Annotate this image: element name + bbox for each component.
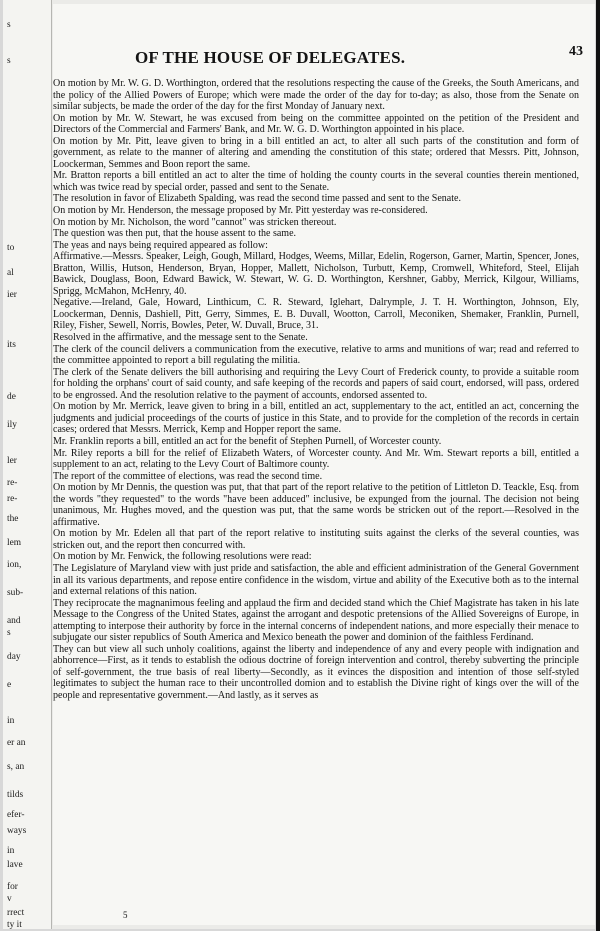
previous-page-fragment: s [7, 628, 11, 638]
previous-page-fragment: its [7, 340, 16, 350]
previous-page-fragment: s [7, 20, 11, 30]
paragraph: The clerk of the council delivers a communication from the executive, relative to arms and munitions of war; read and referred to the committee appointed to report a bill regulating the militia. [53, 343, 579, 367]
previous-page-fragment: efer- [7, 810, 25, 820]
previous-page-fragment: er an [7, 738, 26, 748]
paragraph: On motion by Mr Dennis, the question was put, that that part of the report relative to the petition of Littleton D. Teackle, Esq. from the words "they requested" to the words "have been adduced" inclusive, be expunged from the journal. The decision not being unanimous, Mr. Hughes moved, and the question was put, that the same words be stricken out of the report.—Resolved in the affirmative. [53, 482, 579, 528]
document-page [53, 4, 595, 925]
scanned-document [3, 0, 595, 929]
previous-page-fragment: ty it [7, 920, 22, 929]
page-body [53, 78, 579, 702]
paragraph: Mr. Riley reports a bill for the relief of Elizabeth Waters, of Worcester county. And Mr. Wm. Stewart reports a bill, entitled a supplement to an act, relating to the Levy Court of Baltimore county. [53, 447, 579, 471]
previous-page-fragment: in [7, 846, 15, 856]
previous-page-fragment: e [7, 680, 12, 690]
previous-page-fragment: tilds [7, 790, 24, 800]
previous-page-fragment: day [7, 652, 21, 662]
paragraph: Negative.—Ireland, Gale, Howard, Linthicum, C. R. Steward, Iglehart, Dalrymple, J. T. H. Worthington, Johnson, Ely, Loockerman, Dennis, Dashiell, Pitt, Gerry, Simmes, E. B. Duvall, Wootton, Carroll, Meconiken, Shemaker, Franklin, Purnell, Riley, Fisher, Sewell, Norris, Bowles, Peter, W. Duvall, Bruce, 31. [53, 297, 579, 332]
paragraph: On motion by Mr. Fenwick, the following resolutions were read: [53, 551, 312, 563]
paragraph: Mr. Franklin reports a bill, entitled an act for the benefit of Stephen Purnell, of Worcester county. [53, 435, 442, 447]
paragraph: On motion by Mr. W. G. D. Worthington, ordered that the resolutions respecting the cause of the Greeks, the South Americans, and the policy of the Allied Powers of Europe; which were made the order of the day for to-day; as also, those from the Senate on similar subjects, be made the order of the day for the first Monday of January next. [53, 78, 579, 113]
previous-page-fragment: to [7, 243, 15, 253]
previous-page-fragment: al [7, 268, 14, 278]
paragraph: The resolution in favor of Elizabeth Spalding, was read the second time passed and sent to the Senate. [53, 193, 461, 205]
paragraph: The report of the committee of elections, was read the second time. [53, 470, 323, 482]
paragraph: On motion by Mr. Henderson, the message proposed by Mr. Pitt yesterday was re-considered. [53, 205, 428, 217]
previous-page-fragment: ier [7, 290, 17, 300]
paragraph: The yeas and nays being required appeared as follow: [53, 239, 268, 251]
paragraph: The Legislature of Maryland view with just pride and satisfaction, the able and efficient administration of the General Government in all its various departments, and repose entire confidence in the wisdom, virtue and ability of the Executive both as to the internal and external relations of this nation. [53, 562, 579, 598]
paragraph: On motion by Mr. Pitt, leave given to bring in a bill entitled an act, to alter all such parts of the constitution and form of government, as relate to the manner of altering and amending the constitution of this state; ordered that Messrs. Pitt, Johnson, Loockerman, Semmes and Boon report the same. [53, 135, 579, 170]
paragraph: They can but view all such unholy coalitions, against the liberty and independence of any and every people with indignation and abhorrence—First, as it tends to establish the odious doctrine of foreign intervention and control, thereby subverting the principle of self-government, the true basis of real liberty—Secondly, as it evinces the disposition and intention of those self-styled legitimates to subject the human race to their uncontrolled domion and to establish the Divine right of kings over the will of the people and representative government.—And lastly, as it serves as [53, 643, 579, 701]
previous-page-fragment: rrect [7, 908, 25, 918]
previous-page-fragment: v [7, 894, 12, 904]
paragraph: Resolved in the affirmative, and the message sent to the Senate. [53, 332, 308, 344]
paragraph: They reciprocate the magnanimous feeling and applaud the firm and decided stand which the Chief Magistrate has taken in his late Message to the Congress of the United States, against the arrogant and despotic pretensions of the Allied Sovereigns of Europe, in attempting to interpose their authority by force in the internal concerns of independent nations, and more especially their menace to subjugate our sister republics of South America and Mexico beneath the power and dominion of the faithless Ferdinand. [53, 597, 579, 644]
previous-page-fragment: ways [7, 826, 27, 836]
previous-page-fragment: re- [7, 478, 18, 488]
previous-page-fragment: ler [7, 456, 17, 466]
paragraph: On motion by Mr. Nicholson, the word "cannot" was stricken thereout. [53, 216, 337, 228]
previous-page-fragment: lem [7, 538, 22, 548]
previous-page-fragment: de [7, 392, 16, 402]
previous-page-fragment: ion, [7, 560, 22, 570]
paragraph: The clerk of the Senate delivers the bill authorising and requiring the Levy Court of Frederick county, to provide a suitable room for holding the orphans' court of said county, and safe keeping of the records and papers of said court, endorsed, will pass, ordered to be engrossed. And the resolution relative to the payment of accounts, endorsed assented to. [53, 366, 579, 401]
previous-page-edge [3, 0, 52, 929]
previous-page-fragment: in [7, 716, 15, 726]
signature-mark: 5 [123, 910, 128, 920]
paragraph: Mr. Bratton reports a bill entitled an act to alter the time of holding the county courts in the several counties therein mentioned, which was twice read by special order, passed and sent to the Senate. [53, 170, 579, 193]
scan-border [596, 0, 600, 931]
paragraph: The question was then put, that the house assent to the same. [53, 228, 297, 240]
previous-page-fragment: s, an [7, 762, 25, 772]
previous-page-fragment: lave [7, 860, 23, 870]
paragraph: On motion by Mr. Edelen all that part of the report relative to instituting suits against the clerks of the several counties, was stricken out, and the report then concurred with. [53, 528, 579, 551]
previous-page-fragment: the [7, 514, 19, 524]
previous-page-fragment: s [7, 56, 11, 66]
page-number: 43 [569, 44, 583, 59]
paragraph: Affirmative.—Messrs. Speaker, Leigh, Gough, Millard, Hodges, Weems, Millar, Edelin, Rogerson, Garner, Martin, Spencer, Jones, Bratton, Willis, Hutson, Henderson, Bryan, Hopper, Mallett, Nicholson, Turbutt, Kemp, Cromwell, Whiteford, Steel, Elijah Bawick, Douglass, Boon, Edward Bawick, W. Stewart, W. G. D. Worthington, Kershner, Gabby, Merrick, Kilgour, Williams, Sprigg, McMahon, McHenry, 40. [53, 251, 579, 297]
previous-page-fragment: ily [7, 420, 17, 430]
previous-page-fragment: sub- [7, 588, 24, 598]
paragraph: On motion by Mr. W. Stewart, he was excused from being on the committee appointed on the petition of the President and Directors of the Commercial and Farmers' Bank, and Mr. W. G. D. Worthington appointed in his place. [53, 112, 579, 136]
previous-page-fragment: for [7, 882, 18, 892]
running-head: OF THE HOUSE OF DELEGATES. [135, 48, 406, 67]
previous-page-fragment: re- [7, 494, 18, 504]
previous-page-fragment: and [7, 616, 21, 626]
paragraph: On motion by Mr. Merrick, leave given to bring in a bill, entitled an act, supplementary to the act, entitled an act, concerning the judgments and judicial proceedings of the courts of justice in this State, and to provide for the completion of the records in certain cases; ordered that Messrs. Merrick, Kemp and Hopper report the same. [53, 401, 579, 436]
